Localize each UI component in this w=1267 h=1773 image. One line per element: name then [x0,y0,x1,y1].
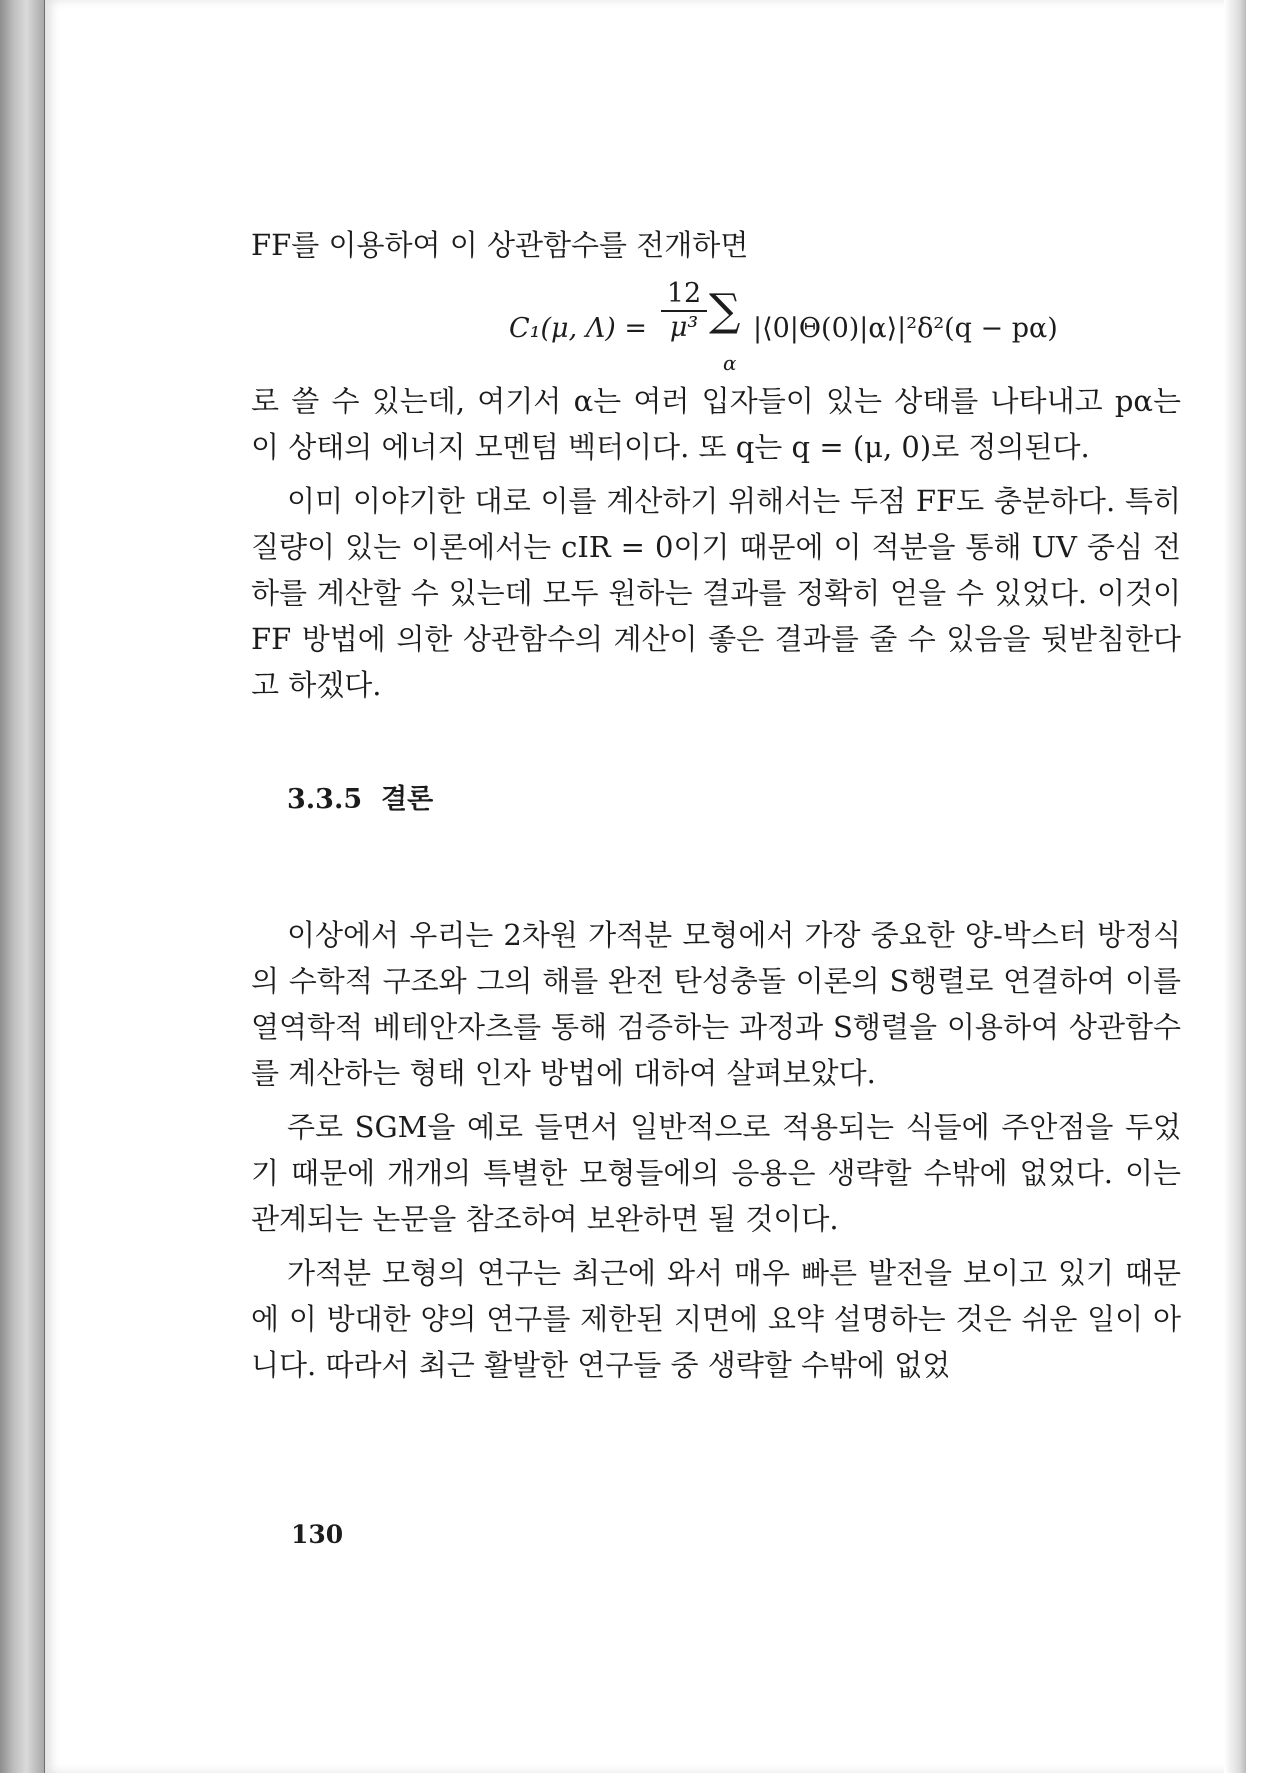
book-spine-edge [0,0,44,1773]
section-number: 3.3.5 [287,784,363,815]
paragraph: 로 쓸 수 있는데, 여기서 α는 여러 입자들이 있는 상태를 나타내고 pα는 이 상태의 에너지 모멘텀 벡터이다. 또 q는 q = (μ, 0)로 정의된다. [251,384,1181,464]
book-page [44,0,1246,1773]
page-right-shadow [1224,0,1246,1773]
summation-symbol: ∑ [709,285,741,336]
page-content [251,222,1181,1388]
equation-fraction [661,278,707,344]
correlation-equation [251,268,1181,378]
paragraph: 이상에서 우리는 2차원 가적분 모형에서 가장 중요한 양-박스터 방정식의 수학적 구조와 그의 해를 완전 탄성충돌 이론의 S행렬로 연결하여 이를 열역학적 베테안자츠를 통해 검증하는 과정과 S행렬을 이용하여 상관함수를 계산하는 형태 인자 방법에 대하여 살펴보았다. [251,918,1181,1090]
paragraph: 주로 SGM을 예로 들면서 일반적으로 적용되는 식들에 주안점을 두었기 때문에 개개의 특별한 모형들에의 응용은 생략할 수밖에 없었다. 이는 관계되는 논문을 참조하여 보완하면 될 것이다. [251,1110,1181,1236]
equation-rhs: |⟨0|Θ(0)|α⟩|²δ²(q − pα) [753,313,1058,344]
equation-lhs: C₁(μ, Λ) = [509,313,647,344]
page-number: 130 [291,1520,344,1549]
paragraph: 가적분 모형의 연구는 최근에 와서 매우 빠른 발전을 보이고 있기 때문에 이 방대한 양의 연구를 제한된 지면에 요약 설명하는 것은 쉬운 일이 아니다. 따라서 최근 활발한 연구들 중 생략할 수밖에 없었 [251,1256,1181,1382]
equation-denominator: μ³ [669,312,699,343]
equation-numerator: 12 [661,278,707,312]
summation-index: α [723,351,737,375]
section-title: 결론 [380,784,434,815]
section-heading [287,780,1181,820]
intro-line: FF를 이용하여 이 상관함수를 전개하면 [251,228,749,262]
paragraph: 이미 이야기한 대로 이를 계산하기 위해서는 두점 FF도 충분하다. 특히 질량이 있는 이론에서는 cIR = 0이기 때문에 이 적분을 통해 UV 중심 전하를 계산할 수 있는데 모두 원하는 결과를 정확히 얻을 수 있었다. 이것이 FF 방법에 의한 상관함수의 계산이 좋은 결과를 줄 수 있음을 뒷받침한다고 하겠다. [251,484,1181,702]
